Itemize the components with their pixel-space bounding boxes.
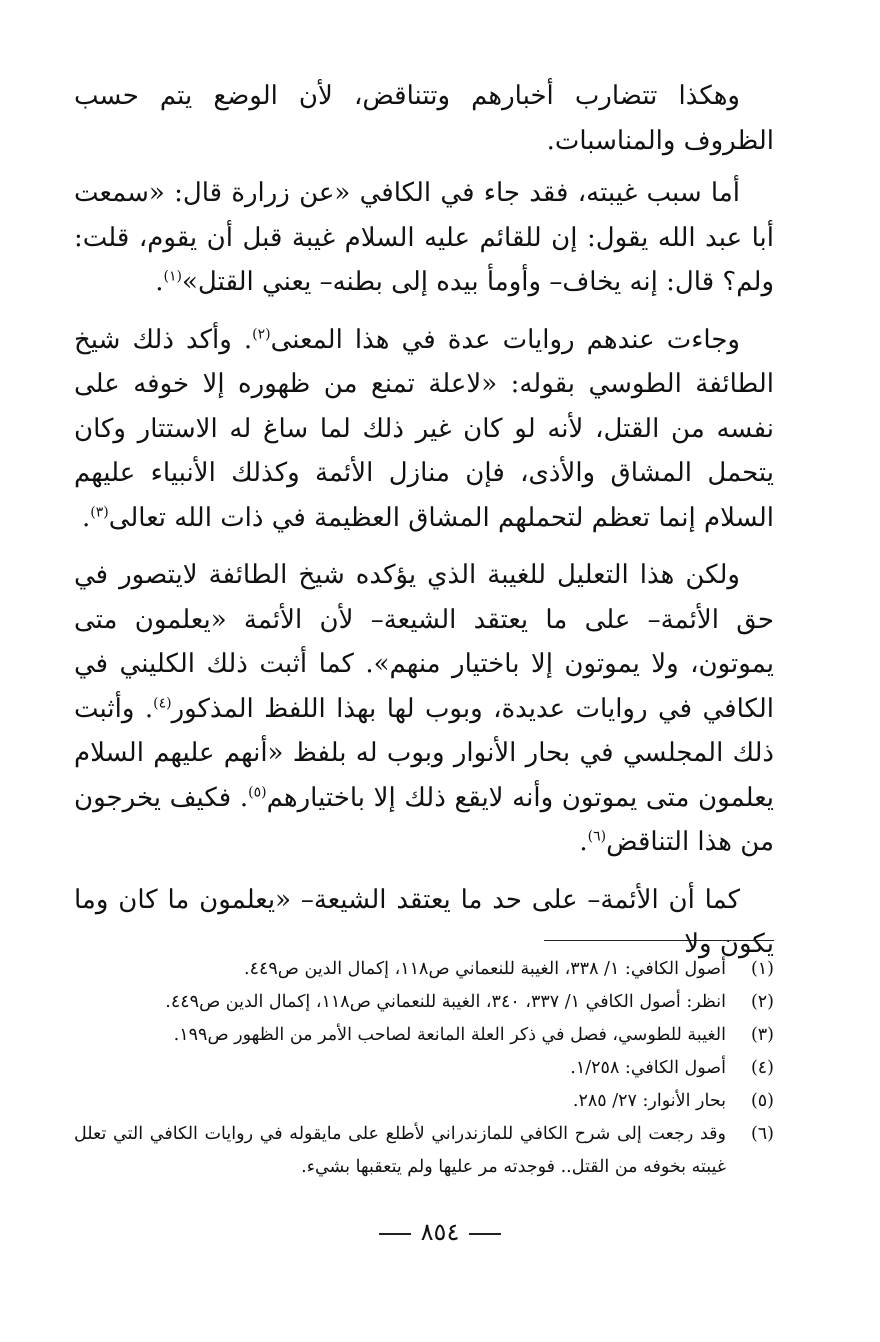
footnote-4 xyxy=(74,1052,774,1085)
footnote-3 xyxy=(74,1019,774,1052)
paragraph-3-end: . xyxy=(81,502,91,533)
page-number-footer xyxy=(0,1218,880,1246)
footnote-number: (٢) xyxy=(750,992,774,1012)
footnotes-section xyxy=(74,953,774,1184)
paragraph-2 xyxy=(74,171,774,305)
footnote-text: انظر: أصول الكافي ١/ ٣٣٧، ٣٤٠، الغيبة للنعماني ص١١٨، إكمال الدين ص٤٤٩. xyxy=(165,992,726,1012)
footnote-1 xyxy=(74,953,774,986)
dash-left xyxy=(469,1233,501,1235)
paragraph-5-text: كما أن الأئمة– على حد ما يعتقد الشيعة– «يعلمون ما كان وما يكون ولا xyxy=(74,884,774,959)
footnote-ref-4[interactable]: (٤) xyxy=(153,694,172,711)
main-text xyxy=(74,74,774,980)
footnote-6 xyxy=(74,1118,774,1184)
paragraph-3 xyxy=(74,318,774,541)
paragraph-1-text: وهكذا تتضارب أخبارهم وتتناقض، لأن الوضع يتم حسب الظروف والمناسبات. xyxy=(74,81,774,156)
footnote-2 xyxy=(74,986,774,1019)
paragraph-4-text-c: . فكيف يخرجون من هذا التناقض xyxy=(74,782,774,857)
paragraph-1 xyxy=(74,74,774,163)
paragraph-4-text-b: . وأثبت ذلك المجلسي في بحار الأنوار وبوب له بلفظ «أنهم عليهم السلام يعلمون متى يموتون وأنه لايقع ذلك إلا باختيارهم xyxy=(74,693,774,813)
footnote-number: (٥) xyxy=(750,1091,774,1111)
footnote-text: بحار الأنوار: ٢٧/ ٢٨٥. xyxy=(572,1091,726,1111)
paragraph-2-end: . xyxy=(155,267,164,297)
footnote-ref-1[interactable]: (١) xyxy=(163,268,182,285)
footnote-ref-5[interactable]: (٥) xyxy=(248,783,267,800)
paragraph-4-end: . xyxy=(579,827,588,857)
footnote-ref-6[interactable]: (٦) xyxy=(587,828,607,845)
footnote-text: وقد رجعت إلى شرح الكافي للمازندراني لأطلع على مايقوله في روايات الكافي التي تعلل غيبته بخوفه من القتل.. فوجدته مر عليها ولم يتعقبها بشيء. xyxy=(74,1124,726,1177)
footnote-number: (١) xyxy=(750,959,774,979)
paragraph-4-text-a: ولكن هذا التعليل للغيبة الذي يؤكده شيخ الطائفة لايتصور في حق الأئمة– على ما يعتقد الشيعة– لأن الأئمة «يعلمون متى يموتون، ولا يموتون إلا باختيار منهم». كما أثبت ذلك الكليني في الكافي في روايات عديدة، وبوب لها بهذا اللفظ المذكور xyxy=(74,560,775,724)
footnote-number: (٤) xyxy=(750,1058,774,1078)
dash-right xyxy=(379,1233,411,1235)
footnote-text: أصول الكافي: ١/ ٣٣٨، الغيبة للنعماني ص١١٨، إكمال الدين ص٤٤٩. xyxy=(244,959,726,979)
paragraph-3-text-b: . وأكد ذلك شيخ الطائفة الطوسي بقوله: «لاعلة تمنع من ظهوره إلا خوفه على نفسه من القتل، لأنه لو كان غير ذلك لما ساغ له الاستتار وكان يتحمل المشاق والأذى، فإن منازل الأئمة وكذلك الأنبياء عليهم السلام إنما تعظم لتحملهم المشاق العظيمة في ذات الله تعالى xyxy=(74,324,774,533)
page-number: ٨٥٤ xyxy=(420,1218,460,1246)
footnote-number: (٦) xyxy=(750,1124,774,1144)
paragraph-4 xyxy=(74,553,774,865)
footnote-ref-2[interactable]: (٢) xyxy=(252,325,271,342)
paragraph-2-text: أما سبب غيبته، فقد جاء في الكافي «عن زرارة قال: «سمعت أبا عبد الله يقول: إن للقائم عليه السلام غيبة قبل أن يقوم، قلت: ولم؟ قال: إنه يخاف– وأومأ بيده إلى بطنه– يعني القتل» xyxy=(74,178,774,297)
footnote-text: الغيبة للطوسي، فصل في ذكر العلة المانعة لصاحب الأمر من الظهور ص١٩٩. xyxy=(173,1025,726,1045)
footnote-divider xyxy=(544,940,774,941)
paragraph-3-text-a: وجاءت عندهم روايات عدة في هذا المعنى xyxy=(270,324,740,355)
footnote-text: أصول الكافي: ١/٢٥٨. xyxy=(570,1058,726,1078)
footnote-ref-3[interactable]: (٣) xyxy=(90,503,109,520)
footnote-5 xyxy=(74,1085,774,1118)
footnote-number: (٣) xyxy=(750,1025,774,1045)
